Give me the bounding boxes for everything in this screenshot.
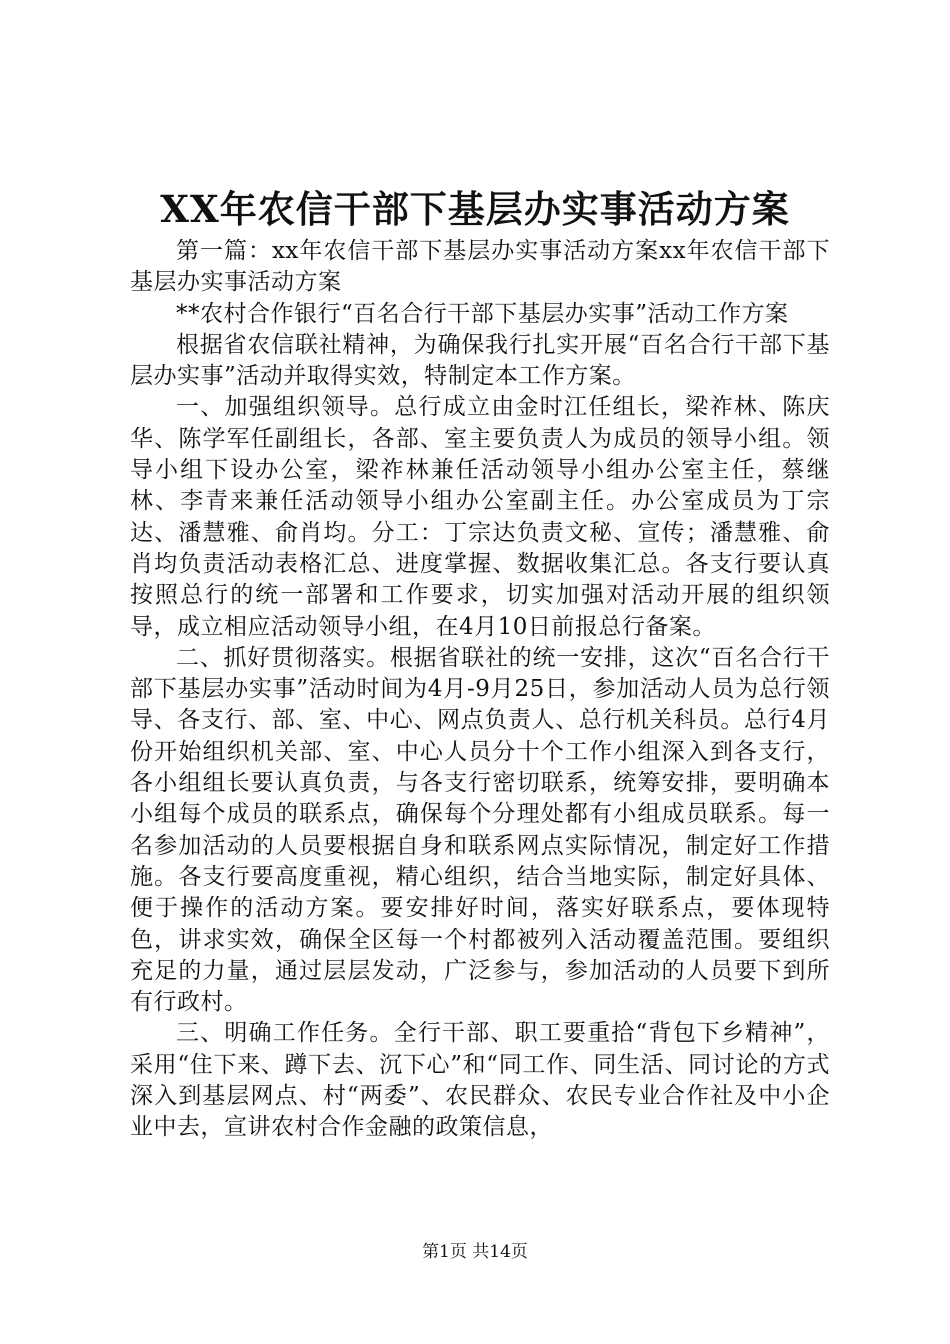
- paragraph-section-1: 一、加强组织领导。总行成立由金时江任组长，梁祚林、陈庆华、陈学军任副组长，各部、室主要负责人为成员的领导小组。领导小组下设办公室，梁祚林兼任活动领导小组办公室主任，蔡继林、李青来兼任活动领导小组办公室副主任。办公室成员为丁宗达、潘慧雅、俞肖均。分工：丁宗达负责文秘、宣传；潘慧雅、俞肖均负责活动表格汇总、进度掌握、数据收集汇总。各支行要认真按照总行的统一部署和工作要求，切实加强对活动开展的组织领导，成立相应活动领导小组，在4月10日前报总行备案。: [130, 394, 830, 640]
- paragraph-section-3: 三、明确工作任务。全行干部、职工要重拾“背包下乡精神”，采用“住下来、蹲下去、沉下心”和“同工作、同生活、同讨论的方式深入到基层网点、村“两委”、农民群众、农民专业合作社及中小企业中去，宣讲农村合作金融的政策信息，: [130, 1020, 830, 1141]
- page-number-footer: 第1页 共14页: [422, 1242, 528, 1262]
- paragraph-section-2: 二、抓好贯彻落实。根据省联社的统一安排，这次“百名合行干部下基层办实事”活动时间为4月-9月25日，参加活动人员为总行领导、各支行、部、室、中心、网点负责人、总行机关科员。总行4月份开始组织机关部、室、中心人员分十个工作小组深入到各支行，各小组组长要认真负责，与各支行密切联系，统筹安排，要明确本小组每个成员的联系点，确保每个分理处都有小组成员联系。每一名参加活动的人员要根据自身和联系网点实际情况，制定好工作措施。各支行要高度重视，精心组织，结合当地实际，制定好具体、便于操作的活动方案。要安排好时间，落实好联系点，要体现特色，讲求实效，确保全区每一个村都被列入活动覆盖范围。要组织充足的力量，通过层层发动，广泛参与，参加活动的人员要下到所有行政村。: [130, 644, 830, 1016]
- paragraph-intro: 根据省农信联社精神，为确保我行扎实开展“百名合行干部下基层办实事”活动并取得实效，特制定本工作方案。: [130, 331, 830, 390]
- paragraph-plan-title: **农村合作银行“百名合行干部下基层办实事”活动工作方案: [176, 300, 789, 327]
- document-title: XX年农信干部下基层办实事活动方案: [160, 187, 790, 231]
- document-body: [130, 236, 830, 1144]
- paragraph-chapter-heading: 第一篇：xx年农信干部下基层办实事活动方案xx年农信干部下基层办实事活动方案: [130, 238, 830, 296]
